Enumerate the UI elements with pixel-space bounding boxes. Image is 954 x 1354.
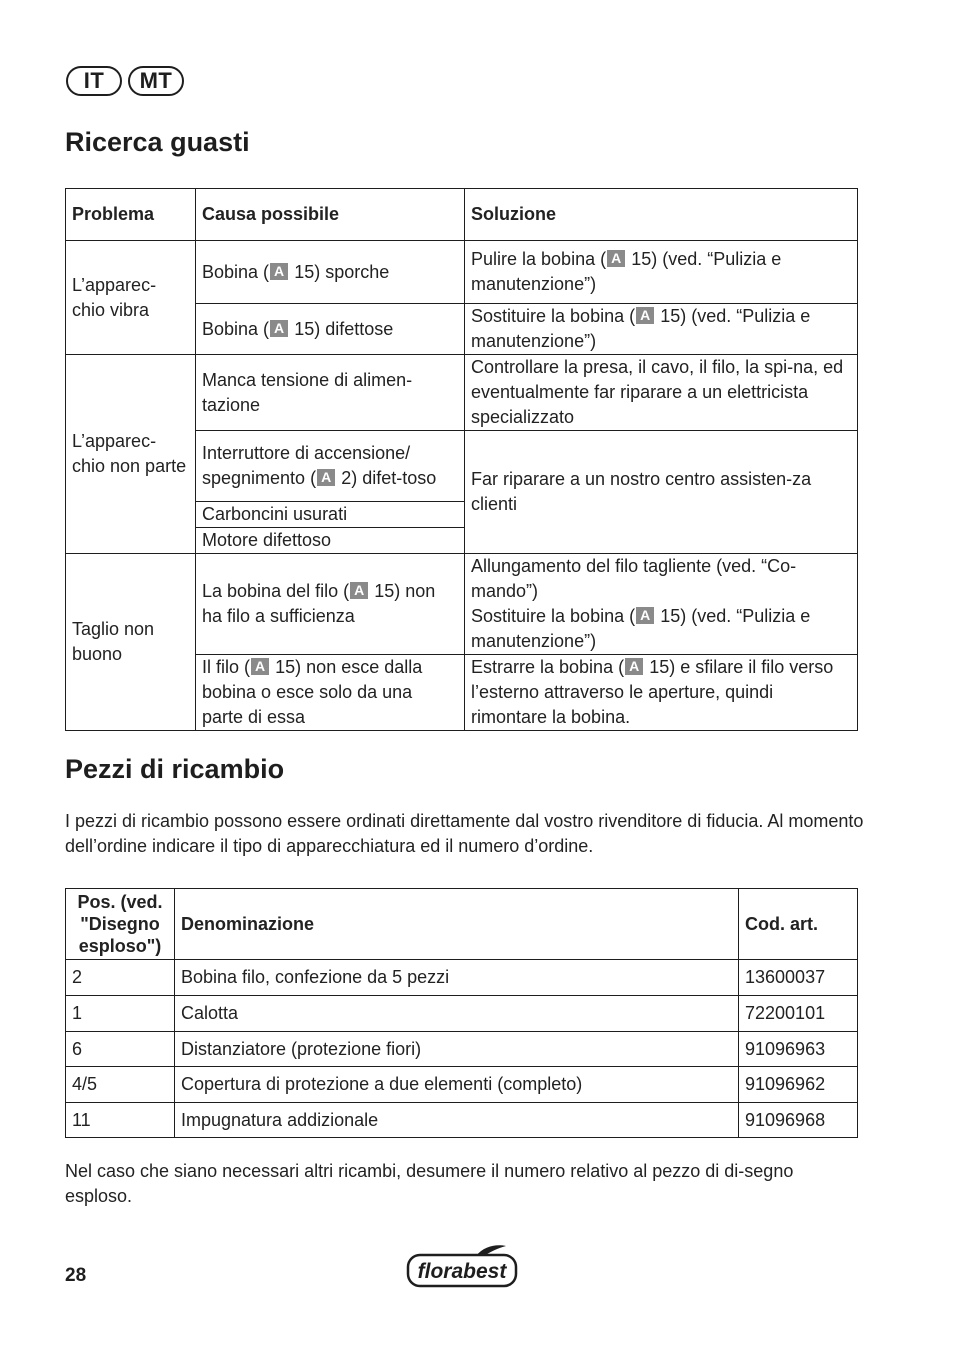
language-badge-mt: MT bbox=[128, 66, 184, 96]
part-code: 13600037 bbox=[739, 960, 858, 996]
cause-cell: Il filo ( A 15) non esce dalla bobina o esce solo da una parte di essa bbox=[196, 655, 465, 731]
figure-ref-badge: A bbox=[251, 658, 269, 675]
figure-ref-badge: A bbox=[317, 469, 335, 486]
figure-ref-badge: A bbox=[625, 658, 643, 675]
language-badges bbox=[66, 66, 184, 96]
header-position: Pos. (ved. "Disegno esploso") bbox=[66, 889, 175, 960]
troubleshooting-title: Ricerca guasti bbox=[65, 127, 250, 157]
part-code: 72200101 bbox=[739, 996, 858, 1032]
cause-cell: Bobina ( A 15) difettose bbox=[196, 304, 465, 355]
spare-parts-intro: I pezzi di ricambio possono essere ordinati direttamente dal vostro rivenditore di fiducia. Al momento dell’ordine indicare il tipo di apparecchiatura ed il numero d’ordine. bbox=[65, 811, 864, 856]
part-name: Calotta bbox=[175, 996, 739, 1032]
solution-cell: Estrarre la bobina ( A 15) e sfilare il filo verso l’esterno attraverso le aperture, quindi rimontare la bobina. bbox=[465, 655, 858, 731]
part-name: Impugnatura addizionale bbox=[175, 1103, 739, 1138]
figure-ref-badge: A bbox=[636, 607, 654, 624]
cause-cell: Motore difettoso bbox=[196, 528, 465, 554]
troubleshooting-table bbox=[65, 188, 858, 731]
cause-cell: Bobina ( A 15) sporche bbox=[196, 241, 465, 304]
spare-parts-footer-note: Nel caso che siano necessari altri ricambi, desumere il numero relativo al pezzo di di-segno esploso. bbox=[65, 1161, 794, 1206]
part-code: 91096963 bbox=[739, 1032, 858, 1067]
problem-poor-cut: Taglio non buono bbox=[66, 554, 196, 731]
figure-ref-badge: A bbox=[350, 582, 368, 599]
part-position: 4/5 bbox=[66, 1067, 175, 1103]
header-cause: Causa possibile bbox=[196, 189, 465, 241]
part-name: Distanziatore (protezione fiori) bbox=[175, 1032, 739, 1067]
figure-ref-badge: A bbox=[607, 250, 625, 267]
part-code: 91096968 bbox=[739, 1103, 858, 1138]
logo-text: florabest bbox=[417, 1260, 507, 1283]
header-denomination: Denominazione bbox=[175, 889, 739, 960]
solution-cell: Sostituire la bobina ( A 15) (ved. “Pulizia e manutenzione”) bbox=[465, 304, 858, 355]
figure-ref-badge: A bbox=[270, 263, 288, 280]
solution-cell: Allungamento del filo tagliente (ved. “Co-mando”) Sostituire la bobina ( A 15) (ved. “Pulizia e manutenzione”) bbox=[465, 554, 858, 655]
part-position: 11 bbox=[66, 1103, 175, 1138]
part-name: Copertura di protezione a due elementi (completo) bbox=[175, 1067, 739, 1103]
cause-cell: Interruttore di accensione/ spegnimento ( A 2) difet-toso bbox=[196, 431, 465, 502]
solution-cell: Pulire la bobina ( A 15) (ved. “Pulizia e manutenzione”) bbox=[465, 241, 858, 304]
cause-cell: Manca tensione di alimen-tazione bbox=[196, 355, 465, 431]
cause-cell: La bobina del filo ( A 15) non ha filo a sufficienza bbox=[196, 554, 465, 655]
problem-no-start: L’apparec-chio non parte bbox=[66, 355, 196, 554]
part-position: 2 bbox=[66, 960, 175, 996]
solution-cell: Controllare la presa, il cavo, il filo, la spi-na, ed eventualmente far riparare a un elettricista specializzato bbox=[465, 355, 858, 431]
spare-parts-table bbox=[65, 888, 858, 1138]
header-article-code: Cod. art. bbox=[739, 889, 858, 960]
header-problem: Problema bbox=[66, 189, 196, 241]
figure-ref-badge: A bbox=[270, 320, 288, 337]
page-number: 28 bbox=[65, 1265, 87, 1286]
part-position: 1 bbox=[66, 996, 175, 1032]
part-position: 6 bbox=[66, 1032, 175, 1067]
spare-parts-title: Pezzi di ricambio bbox=[65, 754, 285, 784]
language-badge-it: IT bbox=[66, 66, 122, 96]
header-solution: Soluzione bbox=[465, 189, 858, 241]
figure-ref-badge: A bbox=[636, 307, 654, 324]
florabest-logo bbox=[404, 1242, 520, 1290]
solution-cell: Far riparare a un nostro centro assisten-za clienti bbox=[465, 431, 858, 554]
cause-cell: Carboncini usurati bbox=[196, 502, 465, 528]
part-code: 91096962 bbox=[739, 1067, 858, 1103]
part-name: Bobina filo, confezione da 5 pezzi bbox=[175, 960, 739, 996]
problem-vibrates: L’apparec-chio vibra bbox=[66, 241, 196, 355]
